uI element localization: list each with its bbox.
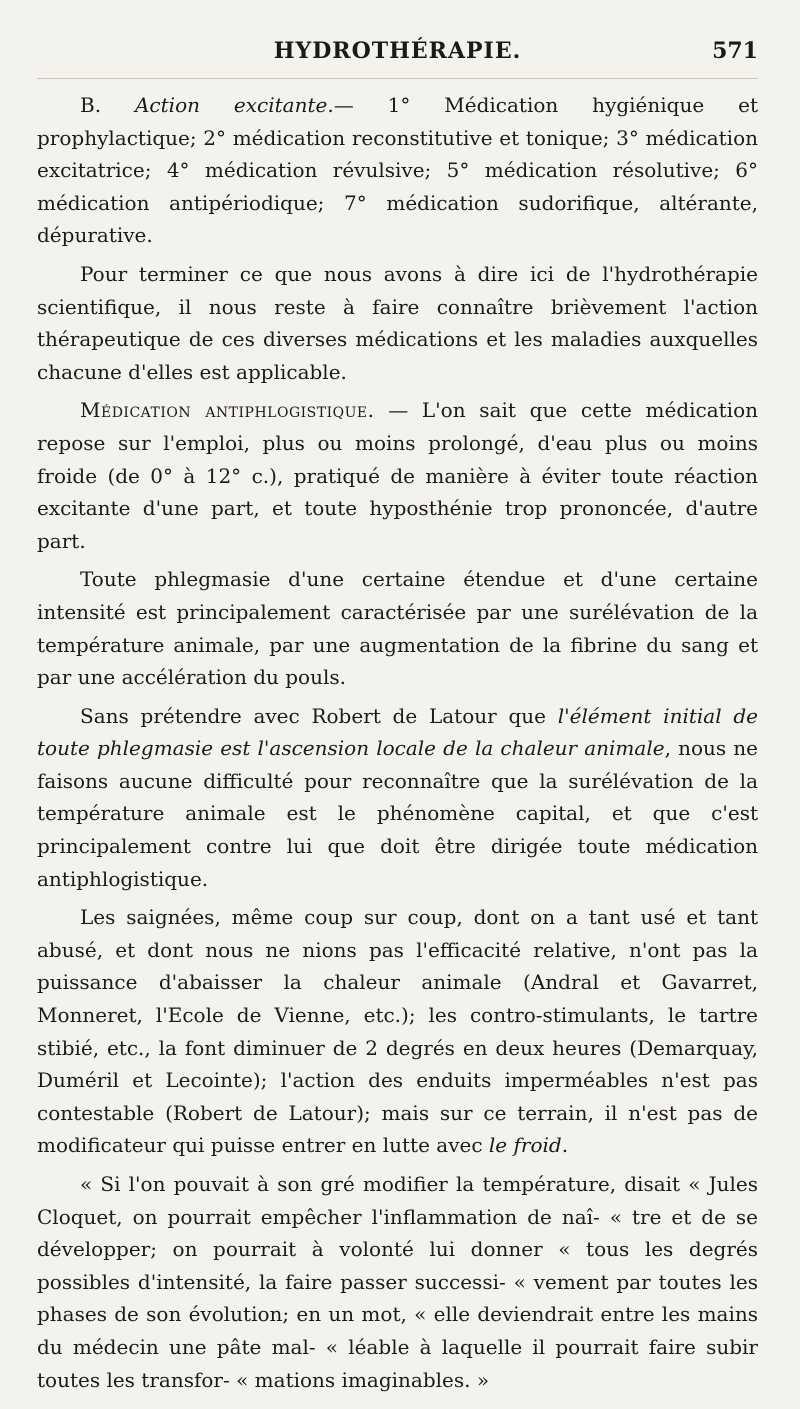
paragraph-text: Sans prétendre avec Robert de Latour que (80, 703, 558, 728)
page-number: 571 (712, 38, 758, 64)
paragraph-saignees (37, 901, 758, 1162)
italic-term: le froid (488, 1133, 562, 1158)
running-title: HYDROTHÉRAPIE. (273, 38, 522, 64)
paragraph-phlegmasie: Toute phlegmasie d'une certaine étendue et d'une certaine intensité est principalement caractérisée par une surélévation de la température animale, par une augmentation de la fibrine du sang et par une accélération du pouls. (37, 567, 758, 690)
paragraph-text: Les saignées, même coup sur coup, dont on a tant usé et tant abusé, et dont nous ne nions pas l'efficacité relative, n'ont pas la puissance d'abaisser la chaleur animale (Andral et Gavarret, Monneret, l'Ecole de Vienne, etc.); les contro-stimulants, le tartre stibié, etc., la font diminuer de 2 degrés en deux heures (Demarquay, Duméril et Lecointe); l'action des enduits imperméables n'est pas contestable (Robert de Latour); mais sur ce terrain, il n'est pas de modificateur qui puisse entrer en lutte avec (37, 905, 758, 1158)
paragraph-conclusion: Pour terminer ce que nous avons à dire ici de l'hydrothérapie scientifique, il nous reste à faire connaître brièvement l'action thérapeutique de ces diverses médications et les maladies auxquelles chacune d'elles est applicable. (37, 261, 758, 384)
section-letter: B. (80, 93, 102, 117)
paragraph-antiphlogistique (37, 394, 758, 557)
paragraph-text: . (561, 1133, 569, 1158)
section-heading: Médication antiphlogistique. (80, 398, 375, 423)
paragraph-latour (37, 700, 758, 896)
page-header (37, 32, 758, 79)
paragraph-text: — L'on sait que cette médication repose sur l'emploi, plus ou moins prolongé, d'eau plus ou moins froide (de 0° à 12° c.), pratiqué de manière à éviter toute réaction excitante d'une part, et toute hyposthénie trop prononcée, d'autre part. (37, 398, 759, 553)
paragraph-text: , nous ne faisons aucune difficulté pour reconnaître que la surélévation de la température animale est le phénomène capital, et que c'est principalement contre lui que doit être dirigée toute médication antiphlogistique. (37, 736, 758, 891)
italic-quote: l'élément initial de toute phlegmasie est l'ascension locale de la chaleur animale (37, 703, 759, 761)
paragraph-text: — 1° Médication hygiénique et prophylactique; 2° médication reconstitutive et tonique; 3° médication excitatrice; 4° médication révulsive; 5° médication résolutive; 6° médication antipériodique; 7° médication sudorifique, altérante, dépurative. (37, 93, 758, 248)
section-title: Action excitante. (134, 93, 334, 117)
paragraph-cloquet-quote: « Si l'on pouvait à son gré modifier la température, disait « Jules Cloquet, on pourrait empêcher l'inflammation de naî- « tre et de se développer; on pourrait à volonté lui donner « tous les degrés possibles d'intensité, la faire passer successi- « vement par toutes les phases de son évolution; en un mot, « elle deviendrait entre les mains du médecin une pâte mal- « léable à laquelle il pourrait faire subir toutes les transfor- « mations imaginables. » (37, 1172, 758, 1392)
paragraph-action-excitante (37, 89, 758, 252)
